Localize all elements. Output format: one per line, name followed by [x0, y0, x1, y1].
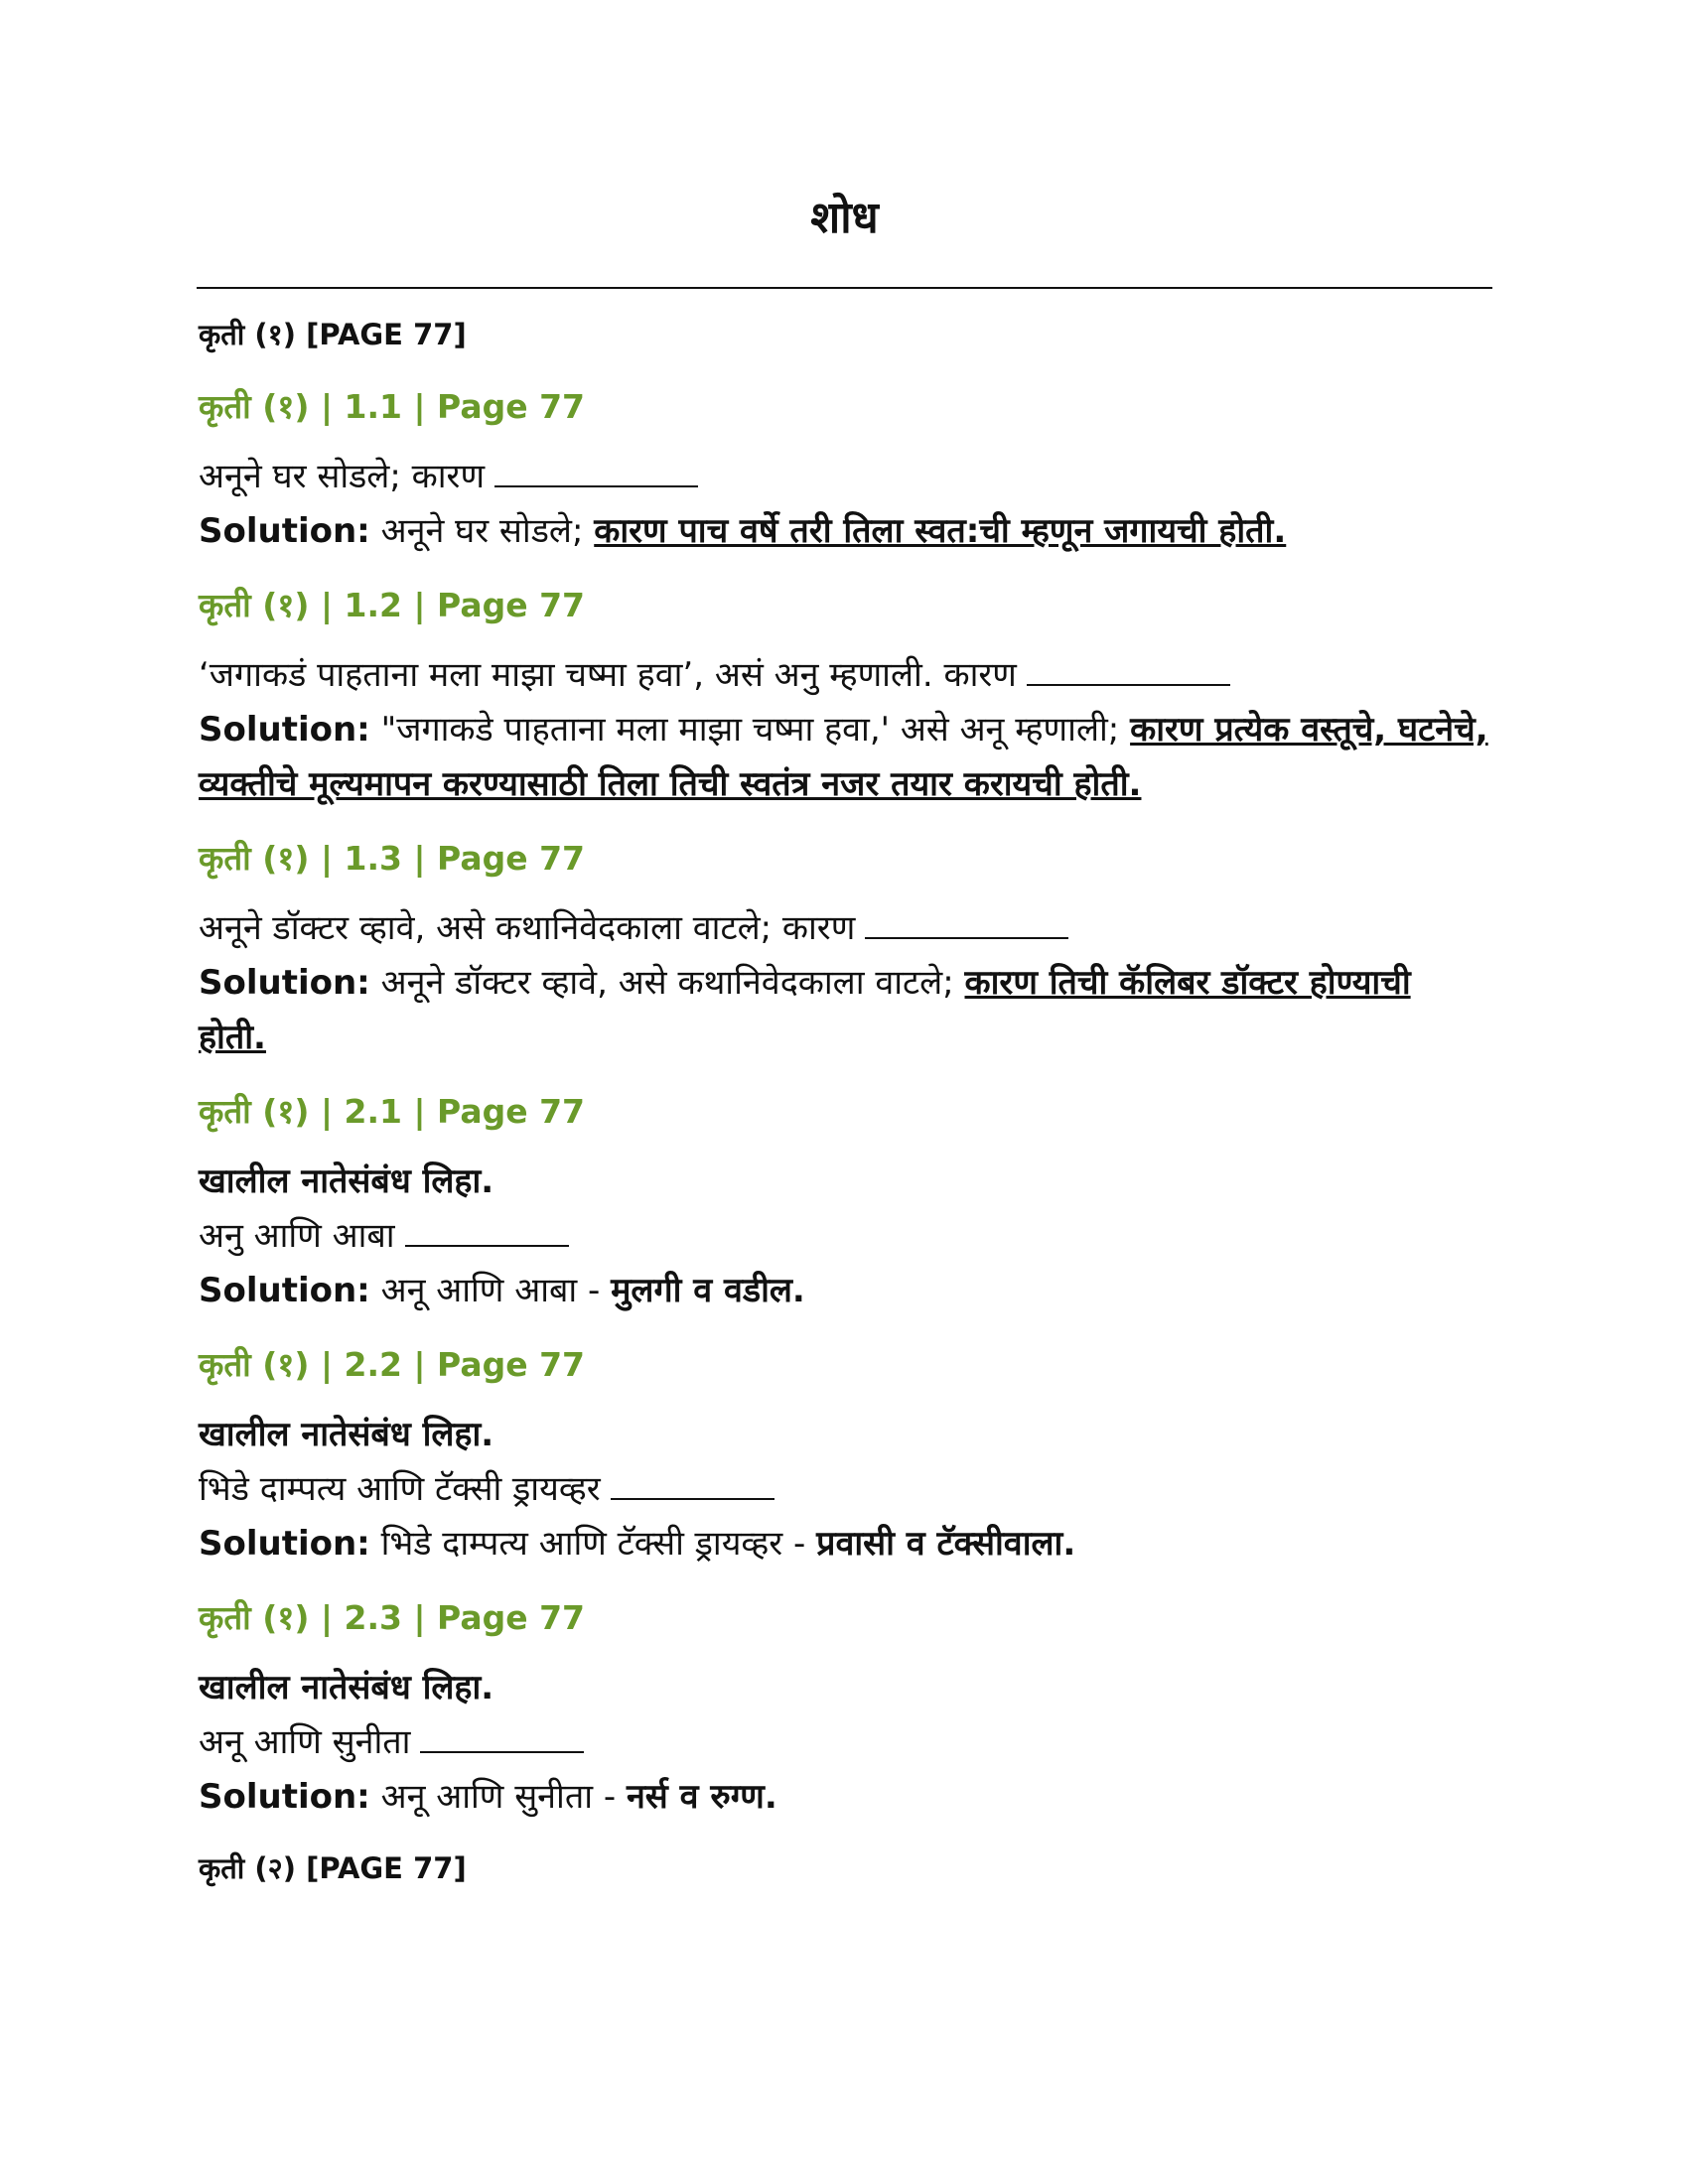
solution-text: अनू आणि सुनीता - [380, 1777, 617, 1817]
solution-label: Solution: [199, 1524, 370, 1564]
question-prompt: भिडे दाम्पत्य आणि टॅक्सी ड्रायव्हर [199, 1469, 601, 1509]
answer-blank [611, 1498, 774, 1500]
question-prompt: ‘जगाकडं पाहताना मला माझा चष्मा हवा’, असं अनु म्हणाली. कारण [199, 655, 1017, 695]
question-text [199, 648, 1489, 703]
question-prompt: अनु आणि आबा [199, 1216, 395, 1256]
solution-text: "जगाकडे पाहताना मला माझा चष्मा हवा,' असे अनू म्हणाली; [380, 710, 1120, 750]
question-prompt: अनू आणि सुनीता [199, 1722, 411, 1762]
section-heading-2: कृती (२) [PAGE 77] [199, 1851, 467, 1885]
solution-text: अनूने डॉक्टर व्हावे, असे कथानिवेदकाला वाटले; [380, 963, 954, 1003]
content [199, 313, 1489, 1916]
question-block [199, 1340, 1489, 1571]
question-text [199, 1209, 1489, 1264]
solution-text: अनूने घर सोडले; [380, 511, 584, 551]
solution-answer: प्रवासी व टॅक्सीवाला. [816, 1524, 1076, 1564]
answer-blank [865, 937, 1068, 939]
solution-text: भिडे दाम्पत्य आणि टॅक्सी ड्रायव्हर - [380, 1524, 806, 1564]
question-block [199, 834, 1489, 1065]
solution-label: Solution: [199, 963, 370, 1003]
solution-answer: कारण पाच वर्षे तरी तिला स्वत:ची म्हणून जगायची होती. [594, 511, 1287, 551]
title-divider [197, 287, 1492, 289]
solution-label: Solution: [199, 710, 370, 750]
solution-answer: नर्स व रुग्ण. [626, 1777, 777, 1817]
solution-label: Solution: [199, 1777, 370, 1817]
solution-answer: मुलगी व वडील. [611, 1271, 805, 1310]
solution-line [199, 703, 1489, 812]
question-block [199, 581, 1489, 812]
page-title: शोध [810, 193, 879, 243]
question-instruction: खालील नातेसंबंध लिहा. [199, 1668, 494, 1707]
solution-answer: कारण तिची कॅलिबर डॉक्टर होण्याची होती. [199, 963, 1411, 1057]
question-text [199, 1715, 1489, 1770]
question-heading: कृती (१) | 1.2 | Page 77 [199, 586, 586, 624]
question-instruction: खालील नातेसंबंध लिहा. [199, 1161, 494, 1201]
solution-line [199, 1517, 1489, 1571]
solution-line [199, 956, 1489, 1065]
question-heading: कृती (१) | 2.3 | Page 77 [199, 1598, 586, 1637]
solution-text: अनू आणि आबा - [380, 1271, 601, 1310]
question-text [199, 901, 1489, 956]
solution-answer: कारण प्रत्येक वस्तूचे, घटनेचे, व्यक्तीचे मूल्यमापन करण्यासाठी तिला तिची स्वतंत्र नजर तयार करायची होती. [199, 710, 1488, 804]
question-text [199, 1462, 1489, 1517]
solution-label: Solution: [199, 511, 370, 551]
answer-blank [494, 485, 698, 487]
question-prompt: अनूने डॉक्टर व्हावे, असे कथानिवेदकाला वाटले; कारण [199, 908, 856, 948]
answer-blank [420, 1751, 584, 1753]
solution-line [199, 504, 1489, 559]
question-block [199, 1087, 1489, 1318]
question-heading: कृती (१) | 2.2 | Page 77 [199, 1345, 586, 1384]
section-heading-1: कृती (१) [PAGE 77] [199, 318, 467, 351]
solution-label: Solution: [199, 1271, 370, 1310]
question-heading: कृती (१) | 2.1 | Page 77 [199, 1092, 586, 1131]
question-prompt: अनूने घर सोडले; कारण [199, 457, 486, 496]
answer-blank [405, 1245, 569, 1247]
question-instruction: खालील नातेसंबंध लिहा. [199, 1415, 494, 1454]
question-block [199, 1593, 1489, 1825]
answer-blank [1027, 684, 1230, 686]
question-block [199, 382, 1489, 559]
solution-line [199, 1264, 1489, 1318]
question-heading: कृती (१) | 1.3 | Page 77 [199, 839, 586, 878]
solution-line [199, 1770, 1489, 1825]
question-text [199, 450, 1489, 504]
question-heading: कृती (१) | 1.1 | Page 77 [199, 387, 586, 426]
